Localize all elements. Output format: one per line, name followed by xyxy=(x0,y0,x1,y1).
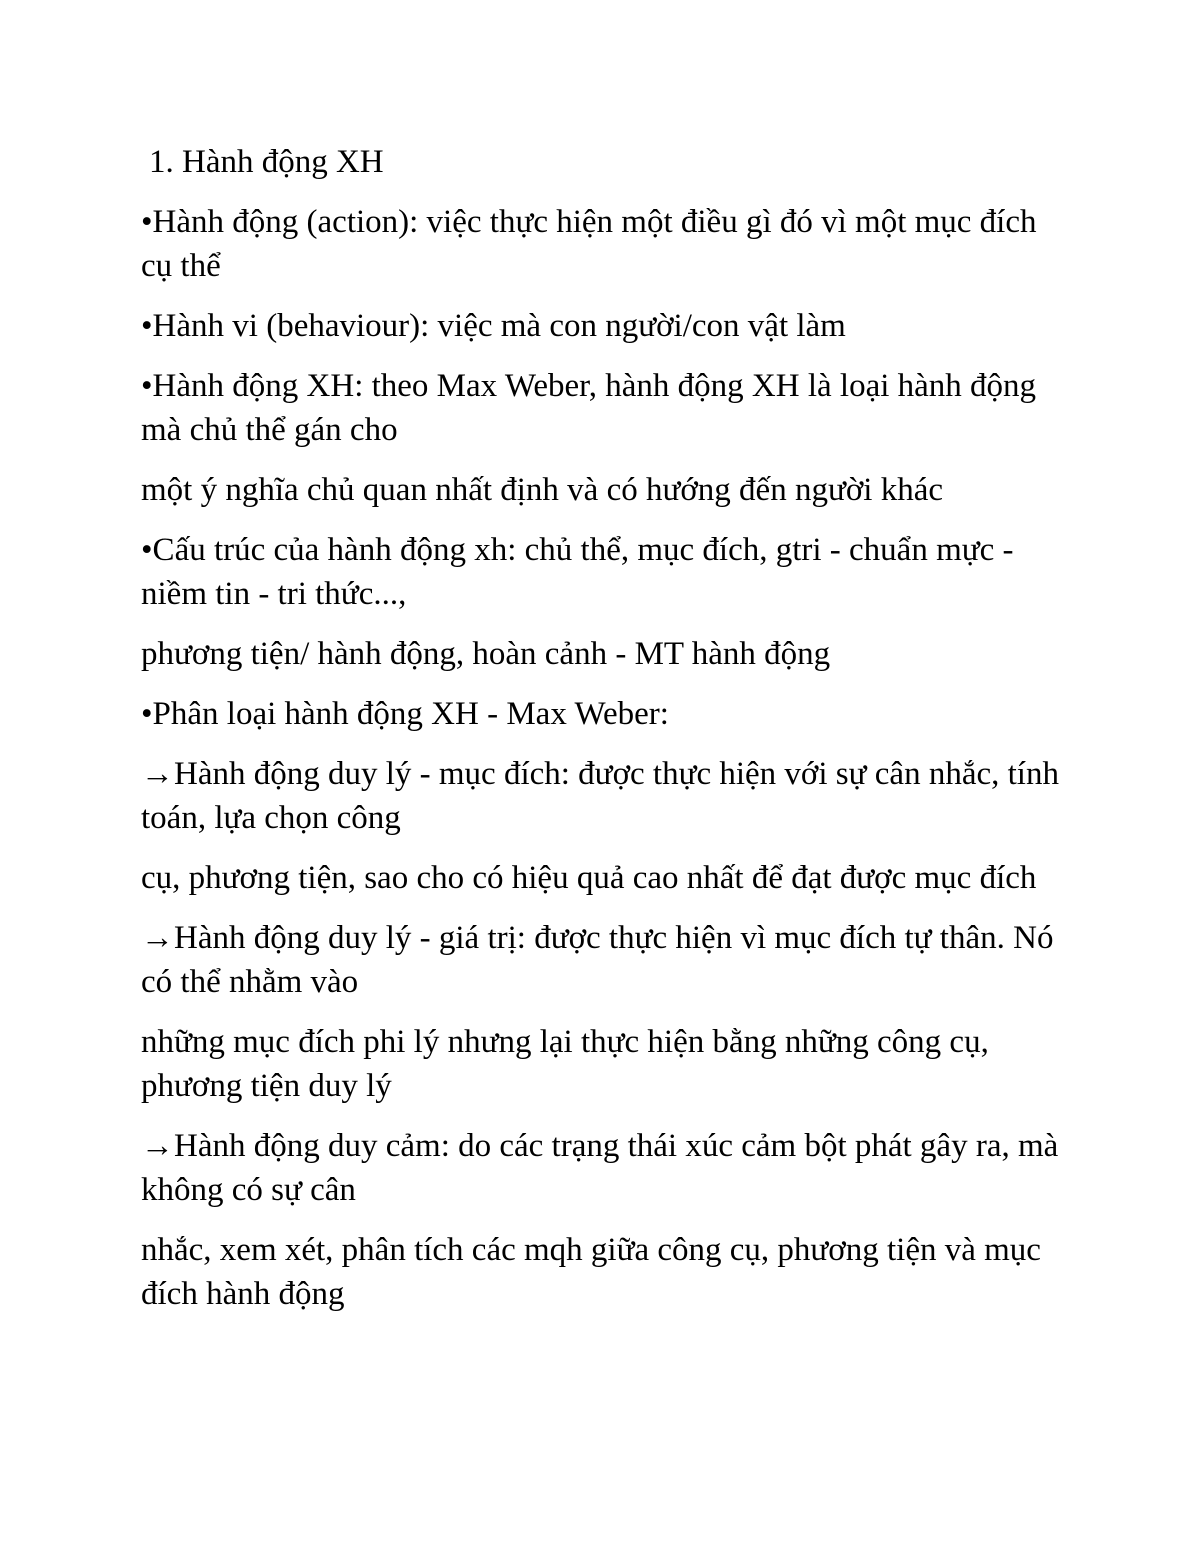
paragraph-social-action-definition: •Hành động XH: theo Max Weber, hành động XH là loại hành động mà chủ thể gán cho xyxy=(141,368,1037,448)
paragraph-action-definition: •Hành động (action): việc thực hiện một điều gì đó vì một mục đích cụ thể xyxy=(141,204,1037,284)
paragraph-affective: →Hành động duy cảm: do các trạng thái xúc cảm bột phát gây ra, mà không có sự cân xyxy=(141,1128,1059,1208)
paragraph-social-action-continued: một ý nghĩa chủ quan nhất định và có hướng đến người khác xyxy=(141,472,944,508)
paragraph-rational-purpose: →Hành động duy lý - mục đích: được thực hiện với sự cân nhắc, tính toán, lựa chọn công xyxy=(141,756,1059,836)
paragraph-rational-purpose-continued: cụ, phương tiện, sao cho có hiệu quả cao nhất để đạt được mục đích xyxy=(141,860,1037,896)
document-body xyxy=(141,140,1061,1332)
paragraph-structure: •Cấu trúc của hành động xh: chủ thể, mục đích, gtri - chuẩn mực - niềm tin - tri thức..., xyxy=(141,532,1014,612)
paragraph-rational-value: →Hành động duy lý - giá trị: được thực hiện vì mục đích tự thân. Nó có thể nhằm vào xyxy=(141,920,1054,1000)
section-heading: 1. Hành động XH xyxy=(149,144,384,180)
paragraph-behaviour-definition: •Hành vi (behaviour): việc mà con người/con vật làm xyxy=(141,308,846,344)
paragraph-classification: •Phân loại hành động XH - Max Weber: xyxy=(141,696,669,732)
paragraph-structure-continued: phương tiện/ hành động, hoàn cảnh - MT hành động xyxy=(141,636,831,672)
paragraph-rational-value-continued: những mục đích phi lý nhưng lại thực hiện bằng những công cụ, phương tiện duy lý xyxy=(141,1024,989,1104)
paragraph-affective-continued: nhắc, xem xét, phân tích các mqh giữa công cụ, phương tiện và mục đích hành động xyxy=(141,1232,1041,1312)
